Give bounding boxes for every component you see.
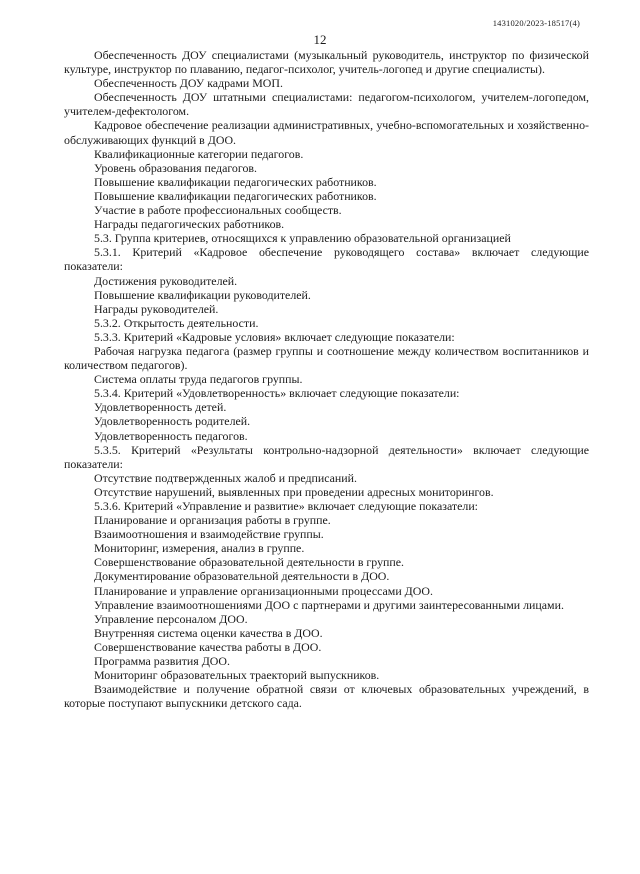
paragraph: Достижения руководителей. xyxy=(94,273,238,288)
paragraph: 5.3.1. Критерий «Кадровое обеспечение руководящего состава» включает следующие показатели: xyxy=(64,245,589,274)
paragraph: Отсутствие нарушений, выявленных при проведении адресных мониторингов. xyxy=(94,484,494,499)
paragraph: 5.3.2. Открытость деятельности. xyxy=(94,315,259,330)
section-heading: 5.3. Группа критериев, относящихся к управлению образовательной организацией xyxy=(94,231,511,246)
paragraph: 5.3.4. Критерий «Удовлетворенность» включает следующие показатели: xyxy=(94,386,460,401)
paragraph: Мониторинг, измерения, анализ в группе. xyxy=(94,541,305,556)
paragraph: Рабочая нагрузка педагога (размер группы и соотношение между количеством воспитанников и количеством педагогов). xyxy=(64,343,589,373)
paragraph: 5.3.5. Критерий «Результаты контрольно-надзорной деятельности» включает следующие показатели: xyxy=(64,442,589,471)
paragraph: 5.3.6. Критерий «Управление и развитие» включает следующие показатели: xyxy=(94,499,478,513)
paragraph: Программа развития ДОО. xyxy=(94,654,230,669)
paragraph: Квалификационные категории педагогов. xyxy=(94,146,304,161)
paragraph: Планирование и управление организационными процессами ДОО. xyxy=(94,583,433,598)
paragraph: Совершенствование образовательной деятельности в группе. xyxy=(94,555,405,570)
paragraph: Обеспеченность ДОУ штатными специалистами: педагогом-психологом, учителем-логопедом, учителем-дефектологом. xyxy=(64,90,589,119)
paragraph: Взаимодействие и получение обратной связи от ключевых образовательных учреждений, в которые поступают выпускники детского сада. xyxy=(64,682,589,711)
document-number: 1431020/2023-18517(4) xyxy=(492,18,580,28)
paragraph: Участие в работе профессиональных сообществ. xyxy=(94,203,342,218)
page-number: 12 xyxy=(313,32,327,47)
paragraph: Удовлетворенность педагогов. xyxy=(94,428,248,443)
paragraph: Удовлетворенность родителей. xyxy=(94,414,251,429)
paragraph: Внутренняя система оценки качества в ДОО. xyxy=(94,625,323,640)
paragraph: Взаимоотношения и взаимодействие группы. xyxy=(94,527,324,542)
document-body xyxy=(64,48,589,710)
paragraph: Повышение квалификации руководителей. xyxy=(94,287,311,302)
paragraph: Повышение квалификации педагогических работников. xyxy=(94,188,377,203)
paragraph: Награды руководителей. xyxy=(94,301,219,316)
paragraph: Планирование и организация работы в группе. xyxy=(94,513,331,528)
paragraph: Документирование образовательной деятельности в ДОО. xyxy=(94,569,390,584)
paragraph: Система оплаты труда педагогов группы. xyxy=(94,372,303,387)
paragraph: Управление взаимоотношениями ДОО с партнерами и другими заинтересованными лицами. xyxy=(94,597,564,612)
paragraph: Обеспеченность ДОУ кадрами МОП. xyxy=(94,76,283,91)
paragraph: Мониторинг образовательных траекторий выпускников. xyxy=(94,668,380,683)
paragraph: Награды педагогических работников. xyxy=(94,217,285,232)
paragraph: Кадровое обеспечение реализации административных, учебно-вспомогательных и хозяйственно-обслуживающих функций в ДОО. xyxy=(64,118,589,147)
paragraph: Управление персоналом ДОО. xyxy=(94,611,248,626)
paragraph: 5.3.3. Критерий «Кадровые условия» включает следующие показатели: xyxy=(94,329,455,344)
paragraph: Совершенствование качества работы в ДОО. xyxy=(94,639,322,654)
paragraph: Отсутствие подтвержденных жалоб и предписаний. xyxy=(94,470,357,485)
paragraph: Уровень образования педагогов. xyxy=(94,160,257,175)
paragraph: Удовлетворенность детей. xyxy=(94,400,227,415)
paragraph: Повышение квалификации педагогических работников. xyxy=(94,174,377,189)
paragraph: Обеспеченность ДОУ специалистами (музыкальный руководитель, инструктор по физической культуре, инструктор по плаванию, педагог-психолог, учитель-логопед и другие специалисты). xyxy=(64,48,589,77)
